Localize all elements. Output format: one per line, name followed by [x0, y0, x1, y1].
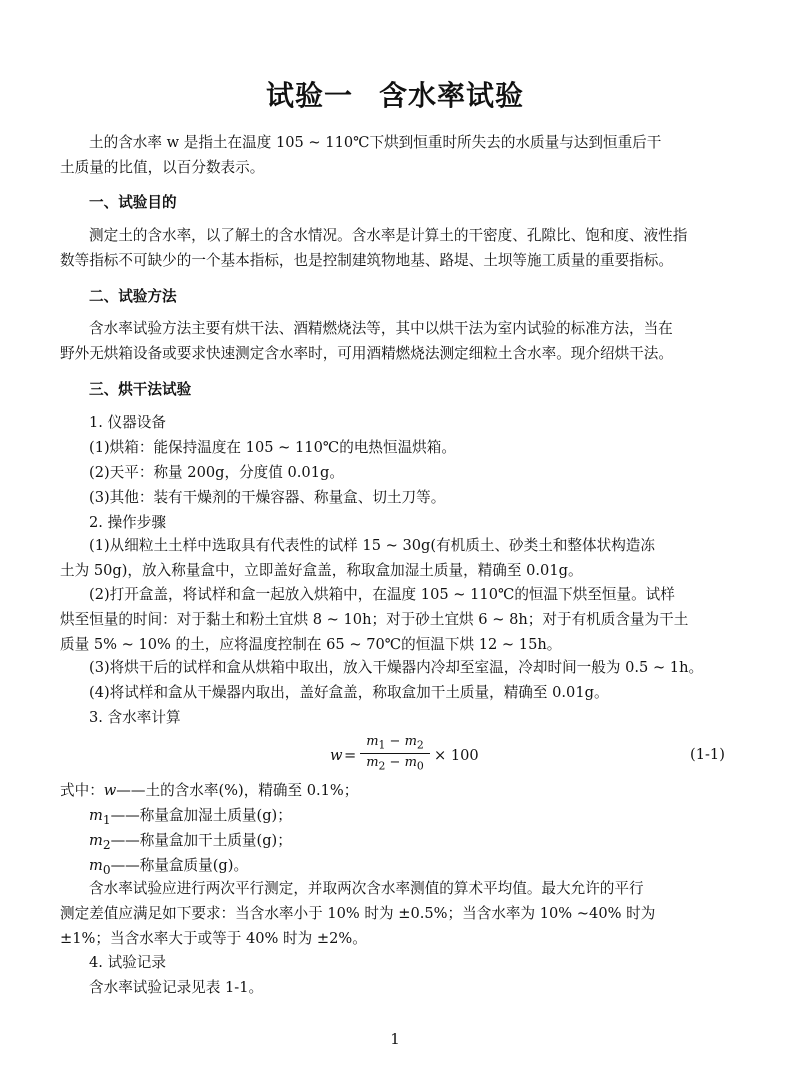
variable-definition: $m_2——$称量盒加干土质量(g)； [89, 832, 292, 852]
step-1 [60, 533, 738, 583]
text-line: 烘至恒量的时间：对于黏土和粉土宜烘 8 ~ 10h；对于砂土宜烘 6 ~ 8h；对于有机质含量为干土 [60, 611, 689, 628]
text-line: 土质量的比值，以百分数表示。 [60, 159, 265, 176]
formula-fraction [360, 734, 430, 772]
intro-paragraph [60, 130, 738, 180]
subheading-calc: 3. 含水率计算 [89, 709, 181, 726]
equipment-item: (1)烘箱：能保持温度在 105 ~ 110℃的电热恒温烘箱。 [89, 439, 456, 456]
record-text: 含水率试验记录见表 1-1。 [89, 979, 264, 996]
fraction-bar [360, 753, 430, 754]
section-heading: 一、试验目的 [89, 194, 177, 211]
text-line: 野外无烘箱设备或要求快速测定含水率时，可用酒精燃烧法测定细粒土含水率。现介绍烘干法。 [60, 345, 673, 362]
formula-lhs: w [330, 747, 343, 764]
formula-denominator: $m_2 - m_0$ [366, 754, 424, 773]
text-line: 土为 50g)，放入称量盒中，立即盖好盒盖，称取盒加湿土质量，精确至 0.01g。 [60, 562, 583, 579]
text-line: 土的含水率 w 是指土在温度 105 ~ 110℃下烘到恒重时所失去的水质量与达到恒重后干 [89, 134, 662, 151]
formula-numerator: $m_1 - m_2$ [366, 734, 424, 752]
title-part-2: 含水率试验 [379, 79, 525, 112]
parallel-test-paragraph [60, 876, 738, 951]
variable-definition: $m_0——$称量盒质量(g)。 [89, 857, 249, 877]
section-heading: 二、试验方法 [89, 288, 177, 305]
purpose-paragraph [60, 223, 738, 273]
equipment-item: (3)其他：装有干燥剂的干燥容器、称量盒、切土刀等。 [89, 489, 446, 506]
title-part-1: 试验一 [265, 79, 353, 112]
text-line: 测定差值应满足如下要求：当含水率小于 10% 时为 ±0.5%；当含水率为 10% ~40% 时为 [60, 905, 656, 922]
step-4: (4)将试样和盒从干燥器内取出，盖好盒盖，称取盒加干土质量，精确至 0.01g。 [89, 684, 609, 701]
formula-equals: = [344, 747, 357, 764]
section-heading: 三、烘干法试验 [89, 381, 192, 398]
text-line: 质量 5% ~ 10% 的土，应将温度控制在 65 ~ 70℃的恒温下烘 12 ~ 15h。 [60, 636, 562, 653]
variable-definition: $m_1——$称量盒加湿土质量(g)； [89, 807, 292, 827]
text-line: (1)从细粒土土样中选取具有代表性的试样 15 ~ 30g(有机质土、砂类土和整体状构造冻 [89, 537, 655, 554]
method-paragraph [60, 316, 738, 366]
text-line: 含水率试验方法主要有烘干法、酒精燃烧法等，其中以烘干法为室内试验的标准方法，当在 [89, 320, 673, 337]
subheading-record: 4. 试验记录 [89, 954, 166, 971]
page-title [0, 74, 790, 114]
variable-definition: 式中：w——土的含水率(%)，精确至 0.1%； [60, 782, 359, 799]
step-2 [60, 582, 738, 657]
text-line: 含水率试验应进行两次平行测定，并取两次含水率测值的算术平均值。最大允许的平行 [89, 880, 644, 897]
formula-multiplier: × 100 [434, 747, 479, 764]
subheading-steps: 2. 操作步骤 [89, 514, 166, 531]
subheading-equipment: 1. 仪器设备 [89, 414, 166, 431]
step-3: (3)将烘干后的试样和盒从烘箱中取出，放入干燥器内冷却至室温，冷却时间一般为 0.5 ~ 1h。 [89, 659, 704, 676]
text-line: (2)打开盒盖，将试样和盒一起放入烘箱中，在温度 105 ~ 110℃的恒温下烘至恒量。试样 [89, 586, 675, 603]
equipment-item: (2)天平：称量 200g，分度值 0.01g。 [89, 464, 344, 481]
page-number: 1 [390, 1030, 400, 1048]
text-line: ±1%；当含水率大于或等于 40% 时为 ±2%。 [60, 930, 367, 947]
equation-number: (1-1) [690, 746, 725, 763]
text-line: 数等指标不可缺少的一个基本指标，也是控制建筑物地基、路堤、土坝等施工质量的重要指标。 [60, 252, 673, 269]
text-line: 测定土的含水率，以了解土的含水情况。含水率是计算土的干密度、孔隙比、饱和度、液性指 [89, 227, 688, 244]
